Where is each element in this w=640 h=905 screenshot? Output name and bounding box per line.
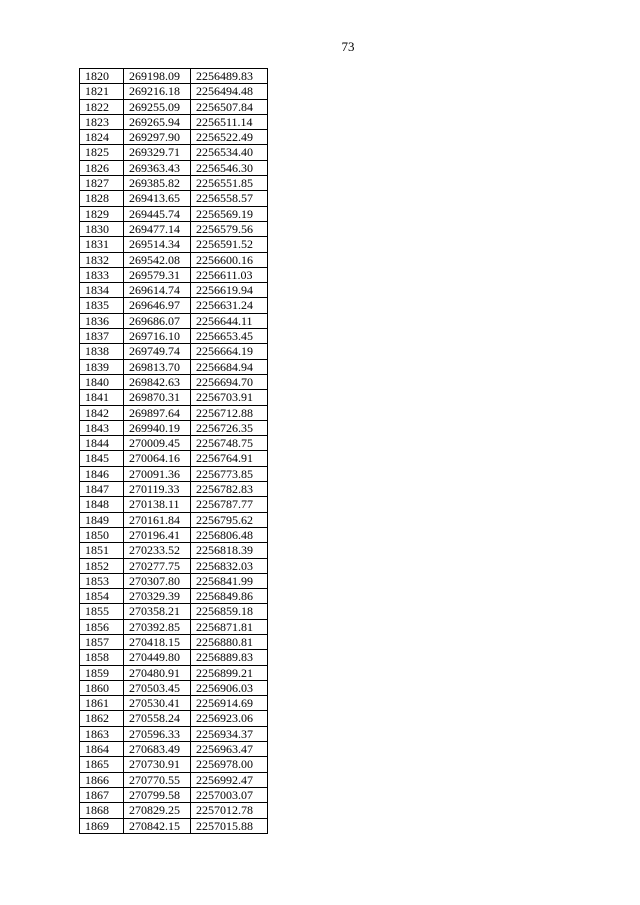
point-id-cell: 1833 <box>80 267 124 282</box>
point-id-cell: 1824 <box>80 130 124 145</box>
coordinates-table-body <box>80 69 268 834</box>
y-coordinate-cell: 2256507.84 <box>191 99 268 114</box>
y-coordinate-cell: 2256963.47 <box>191 742 268 757</box>
table-row <box>80 405 268 420</box>
x-coordinate-cell: 270009.45 <box>124 436 191 451</box>
table-row <box>80 772 268 787</box>
table-row <box>80 604 268 619</box>
y-coordinate-cell: 2256726.35 <box>191 420 268 435</box>
x-coordinate-cell: 270119.33 <box>124 482 191 497</box>
point-id-cell: 1848 <box>80 497 124 512</box>
x-coordinate-cell: 270091.36 <box>124 466 191 481</box>
x-coordinate-cell: 270829.25 <box>124 803 191 818</box>
point-id-cell: 1845 <box>80 451 124 466</box>
point-id-cell: 1843 <box>80 420 124 435</box>
point-id-cell: 1844 <box>80 436 124 451</box>
point-id-cell: 1857 <box>80 634 124 649</box>
table-row <box>80 543 268 558</box>
x-coordinate-cell: 269716.10 <box>124 329 191 344</box>
table-row <box>80 206 268 221</box>
y-coordinate-cell: 2256859.18 <box>191 604 268 619</box>
point-id-cell: 1846 <box>80 466 124 481</box>
x-coordinate-cell: 269842.63 <box>124 374 191 389</box>
y-coordinate-cell: 2256619.94 <box>191 283 268 298</box>
y-coordinate-cell: 2256832.03 <box>191 558 268 573</box>
table-row <box>80 313 268 328</box>
x-coordinate-cell: 270138.11 <box>124 497 191 512</box>
y-coordinate-cell: 2256934.37 <box>191 726 268 741</box>
x-coordinate-cell: 270449.80 <box>124 650 191 665</box>
x-coordinate-cell: 269579.31 <box>124 267 191 282</box>
table-row <box>80 267 268 282</box>
point-id-cell: 1847 <box>80 482 124 497</box>
table-row <box>80 145 268 160</box>
point-id-cell: 1867 <box>80 787 124 802</box>
x-coordinate-cell: 269329.71 <box>124 145 191 160</box>
x-coordinate-cell: 269940.19 <box>124 420 191 435</box>
table-row <box>80 711 268 726</box>
y-coordinate-cell: 2256880.81 <box>191 634 268 649</box>
point-id-cell: 1828 <box>80 191 124 206</box>
x-coordinate-cell: 270392.85 <box>124 619 191 634</box>
point-id-cell: 1862 <box>80 711 124 726</box>
x-coordinate-cell: 269514.34 <box>124 237 191 252</box>
table-row <box>80 420 268 435</box>
y-coordinate-cell: 2256906.03 <box>191 680 268 695</box>
y-coordinate-cell: 2256600.16 <box>191 252 268 267</box>
y-coordinate-cell: 2256546.30 <box>191 160 268 175</box>
x-coordinate-cell: 270480.91 <box>124 665 191 680</box>
table-row <box>80 680 268 695</box>
point-id-cell: 1863 <box>80 726 124 741</box>
y-coordinate-cell: 2256773.85 <box>191 466 268 481</box>
table-row <box>80 237 268 252</box>
y-coordinate-cell: 2256644.11 <box>191 313 268 328</box>
y-coordinate-cell: 2256664.19 <box>191 344 268 359</box>
table-row <box>80 84 268 99</box>
table-row <box>80 283 268 298</box>
x-coordinate-cell: 269255.09 <box>124 99 191 114</box>
point-id-cell: 1861 <box>80 696 124 711</box>
x-coordinate-cell: 269477.14 <box>124 221 191 236</box>
table-row <box>80 176 268 191</box>
x-coordinate-cell: 269216.18 <box>124 84 191 99</box>
point-id-cell: 1868 <box>80 803 124 818</box>
y-coordinate-cell: 2256653.45 <box>191 329 268 344</box>
point-id-cell: 1839 <box>80 359 124 374</box>
point-id-cell: 1826 <box>80 160 124 175</box>
x-coordinate-cell: 270683.49 <box>124 742 191 757</box>
point-id-cell: 1865 <box>80 757 124 772</box>
y-coordinate-cell: 2257015.88 <box>191 818 268 833</box>
page-number: 73 <box>341 39 355 54</box>
point-id-cell: 1835 <box>80 298 124 313</box>
table-row <box>80 191 268 206</box>
x-coordinate-cell: 270329.39 <box>124 589 191 604</box>
x-coordinate-cell: 270064.16 <box>124 451 191 466</box>
y-coordinate-cell: 2256703.91 <box>191 390 268 405</box>
table-row <box>80 344 268 359</box>
table-row <box>80 130 268 145</box>
table-row <box>80 221 268 236</box>
y-coordinate-cell: 2256511.14 <box>191 114 268 129</box>
point-id-cell: 1825 <box>80 145 124 160</box>
table-row <box>80 742 268 757</box>
coordinates-table <box>79 68 268 834</box>
x-coordinate-cell: 270730.91 <box>124 757 191 772</box>
y-coordinate-cell: 2257003.07 <box>191 787 268 802</box>
point-id-cell: 1822 <box>80 99 124 114</box>
y-coordinate-cell: 2256591.52 <box>191 237 268 252</box>
x-coordinate-cell: 270233.52 <box>124 543 191 558</box>
point-id-cell: 1850 <box>80 527 124 542</box>
x-coordinate-cell: 270799.58 <box>124 787 191 802</box>
point-id-cell: 1860 <box>80 680 124 695</box>
point-id-cell: 1821 <box>80 84 124 99</box>
point-id-cell: 1869 <box>80 818 124 833</box>
table-row <box>80 436 268 451</box>
y-coordinate-cell: 2256849.86 <box>191 589 268 604</box>
point-id-cell: 1832 <box>80 252 124 267</box>
y-coordinate-cell: 2256899.21 <box>191 665 268 680</box>
point-id-cell: 1853 <box>80 573 124 588</box>
y-coordinate-cell: 2256489.83 <box>191 69 268 84</box>
point-id-cell: 1829 <box>80 206 124 221</box>
x-coordinate-cell: 270558.24 <box>124 711 191 726</box>
y-coordinate-cell: 2256914.69 <box>191 696 268 711</box>
point-id-cell: 1852 <box>80 558 124 573</box>
point-id-cell: 1854 <box>80 589 124 604</box>
table-row <box>80 803 268 818</box>
y-coordinate-cell: 2256611.03 <box>191 267 268 282</box>
table-row <box>80 390 268 405</box>
y-coordinate-cell: 2256522.49 <box>191 130 268 145</box>
x-coordinate-cell: 270307.80 <box>124 573 191 588</box>
x-coordinate-cell: 270196.41 <box>124 527 191 542</box>
x-coordinate-cell: 269265.94 <box>124 114 191 129</box>
x-coordinate-cell: 269385.82 <box>124 176 191 191</box>
y-coordinate-cell: 2256923.06 <box>191 711 268 726</box>
point-id-cell: 1838 <box>80 344 124 359</box>
x-coordinate-cell: 269870.31 <box>124 390 191 405</box>
table-row <box>80 298 268 313</box>
point-id-cell: 1831 <box>80 237 124 252</box>
x-coordinate-cell: 269646.97 <box>124 298 191 313</box>
y-coordinate-cell: 2256494.48 <box>191 84 268 99</box>
x-coordinate-cell: 269614.74 <box>124 283 191 298</box>
point-id-cell: 1823 <box>80 114 124 129</box>
table-row <box>80 512 268 527</box>
table-row <box>80 329 268 344</box>
y-coordinate-cell: 2256795.62 <box>191 512 268 527</box>
point-id-cell: 1842 <box>80 405 124 420</box>
table-row <box>80 665 268 680</box>
table-row <box>80 787 268 802</box>
x-coordinate-cell: 269445.74 <box>124 206 191 221</box>
x-coordinate-cell: 270358.21 <box>124 604 191 619</box>
y-coordinate-cell: 2256684.94 <box>191 359 268 374</box>
x-coordinate-cell: 270503.45 <box>124 680 191 695</box>
y-coordinate-cell: 2256889.83 <box>191 650 268 665</box>
x-coordinate-cell: 269813.70 <box>124 359 191 374</box>
y-coordinate-cell: 2256748.75 <box>191 436 268 451</box>
point-id-cell: 1858 <box>80 650 124 665</box>
x-coordinate-cell: 270770.55 <box>124 772 191 787</box>
y-coordinate-cell: 2256782.83 <box>191 482 268 497</box>
table-row <box>80 558 268 573</box>
table-row <box>80 527 268 542</box>
x-coordinate-cell: 269897.64 <box>124 405 191 420</box>
table-row <box>80 359 268 374</box>
table-row <box>80 634 268 649</box>
table-row <box>80 69 268 84</box>
x-coordinate-cell: 269297.90 <box>124 130 191 145</box>
table-row <box>80 696 268 711</box>
point-id-cell: 1837 <box>80 329 124 344</box>
y-coordinate-cell: 2256712.88 <box>191 405 268 420</box>
table-row <box>80 466 268 481</box>
y-coordinate-cell: 2257012.78 <box>191 803 268 818</box>
x-coordinate-cell: 269686.07 <box>124 313 191 328</box>
point-id-cell: 1859 <box>80 665 124 680</box>
y-coordinate-cell: 2256806.48 <box>191 527 268 542</box>
x-coordinate-cell: 269198.09 <box>124 69 191 84</box>
point-id-cell: 1849 <box>80 512 124 527</box>
table-row <box>80 482 268 497</box>
table-row <box>80 650 268 665</box>
table-row <box>80 619 268 634</box>
table-row <box>80 451 268 466</box>
table-row <box>80 252 268 267</box>
point-id-cell: 1841 <box>80 390 124 405</box>
x-coordinate-cell: 270596.33 <box>124 726 191 741</box>
y-coordinate-cell: 2256978.00 <box>191 757 268 772</box>
point-id-cell: 1851 <box>80 543 124 558</box>
y-coordinate-cell: 2256569.19 <box>191 206 268 221</box>
y-coordinate-cell: 2256579.56 <box>191 221 268 236</box>
table-row <box>80 99 268 114</box>
point-id-cell: 1855 <box>80 604 124 619</box>
y-coordinate-cell: 2256764.91 <box>191 451 268 466</box>
point-id-cell: 1856 <box>80 619 124 634</box>
point-id-cell: 1820 <box>80 69 124 84</box>
y-coordinate-cell: 2256787.77 <box>191 497 268 512</box>
point-id-cell: 1830 <box>80 221 124 236</box>
x-coordinate-cell: 270277.75 <box>124 558 191 573</box>
point-id-cell: 1864 <box>80 742 124 757</box>
table-row <box>80 818 268 833</box>
point-id-cell: 1866 <box>80 772 124 787</box>
table-row <box>80 757 268 772</box>
y-coordinate-cell: 2256871.81 <box>191 619 268 634</box>
x-coordinate-cell: 270418.15 <box>124 634 191 649</box>
x-coordinate-cell: 269542.08 <box>124 252 191 267</box>
y-coordinate-cell: 2256694.70 <box>191 374 268 389</box>
table-row <box>80 589 268 604</box>
table-row <box>80 573 268 588</box>
point-id-cell: 1840 <box>80 374 124 389</box>
point-id-cell: 1836 <box>80 313 124 328</box>
point-id-cell: 1827 <box>80 176 124 191</box>
x-coordinate-cell: 269413.65 <box>124 191 191 206</box>
table-row <box>80 726 268 741</box>
x-coordinate-cell: 270530.41 <box>124 696 191 711</box>
y-coordinate-cell: 2256631.24 <box>191 298 268 313</box>
y-coordinate-cell: 2256534.40 <box>191 145 268 160</box>
y-coordinate-cell: 2256841.99 <box>191 573 268 588</box>
table-row <box>80 114 268 129</box>
x-coordinate-cell: 270161.84 <box>124 512 191 527</box>
point-id-cell: 1834 <box>80 283 124 298</box>
table-row <box>80 160 268 175</box>
table-row <box>80 374 268 389</box>
y-coordinate-cell: 2256558.57 <box>191 191 268 206</box>
y-coordinate-cell: 2256992.47 <box>191 772 268 787</box>
x-coordinate-cell: 269749.74 <box>124 344 191 359</box>
x-coordinate-cell: 270842.15 <box>124 818 191 833</box>
y-coordinate-cell: 2256818.39 <box>191 543 268 558</box>
table-row <box>80 497 268 512</box>
x-coordinate-cell: 269363.43 <box>124 160 191 175</box>
y-coordinate-cell: 2256551.85 <box>191 176 268 191</box>
